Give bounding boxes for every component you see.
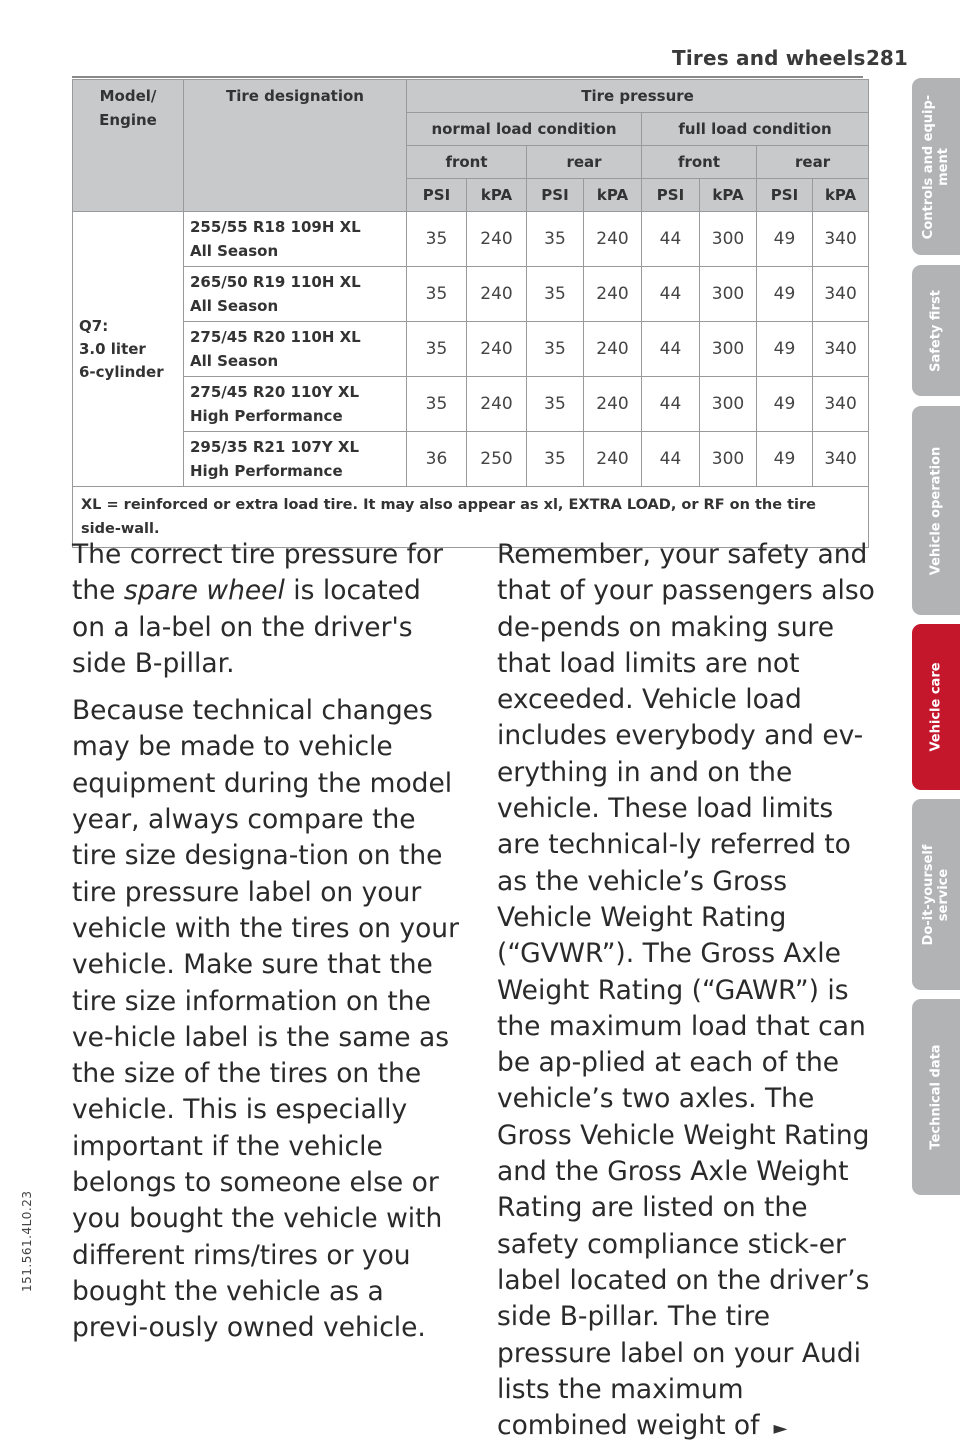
value-cell: 300 bbox=[700, 322, 757, 377]
page-number: 281 bbox=[866, 46, 908, 70]
tab-vehicle-operation[interactable]: Vehicle operation bbox=[912, 406, 960, 615]
value-cell: 240 bbox=[584, 267, 642, 322]
full-rear-header: rear bbox=[757, 146, 869, 179]
kpa-header: kPA bbox=[467, 179, 527, 212]
spare-wheel-emphasis: spare wheel bbox=[123, 575, 285, 607]
value-cell: 44 bbox=[642, 432, 700, 487]
tab-safety-first[interactable]: Safety first bbox=[912, 265, 960, 396]
technical-changes-paragraph: Because technical changes may be made to vehicle equipment during the model year, always compare the tire size designa-tion on the tire pressure label on your vehicle with the tires on your vehicle. Make sure that the tire size information on the ve-hicle label is the same as the size of the tires on the vehicle. This is especially important if the vehicle belongs to someone else or you bought the vehicle with different rims/tires or you bought the vehicle as a previ-ously owned vehicle. bbox=[72, 695, 459, 1344]
value-cell: 300 bbox=[700, 377, 757, 432]
continue-arrow-icon: ► bbox=[773, 1418, 788, 1440]
value-cell: 49 bbox=[757, 267, 813, 322]
table-row bbox=[73, 212, 869, 267]
value-cell: 240 bbox=[584, 377, 642, 432]
value-cell: 44 bbox=[642, 212, 700, 267]
designation-cell: 265/50 R19 110H XL All Season bbox=[184, 267, 407, 322]
tab-controls-and-equipment[interactable]: Controls and equip- ment bbox=[912, 78, 960, 255]
table-row bbox=[73, 322, 869, 377]
spare-wheel-paragraph: The correct tire pressure for the spare wheel is located on a la-bel on the driver's side B-pillar. bbox=[72, 539, 444, 679]
value-cell: 35 bbox=[407, 267, 467, 322]
value-cell: 340 bbox=[813, 432, 869, 487]
value-cell: 240 bbox=[584, 322, 642, 377]
value-cell: 36 bbox=[407, 432, 467, 487]
value-cell: 300 bbox=[700, 267, 757, 322]
kpa-header: kPA bbox=[584, 179, 642, 212]
designation-cell: 275/45 R20 110Y XL High Performance bbox=[184, 377, 407, 432]
value-cell: 35 bbox=[527, 377, 584, 432]
kpa-header: kPA bbox=[700, 179, 757, 212]
value-cell: 240 bbox=[467, 212, 527, 267]
psi-header: PSI bbox=[407, 179, 467, 212]
right-column bbox=[497, 537, 882, 1447]
model-engine-header: Model/ Engine bbox=[73, 80, 184, 212]
value-cell: 35 bbox=[407, 322, 467, 377]
document-code: 151.561.4L0.23 bbox=[20, 1190, 34, 1292]
value-cell: 44 bbox=[642, 322, 700, 377]
value-cell: 240 bbox=[584, 212, 642, 267]
value-cell: 35 bbox=[407, 377, 467, 432]
header-rule bbox=[72, 76, 863, 78]
tire-pressure-header: Tire pressure bbox=[407, 80, 869, 113]
full-front-header: front bbox=[642, 146, 757, 179]
value-cell: 240 bbox=[467, 267, 527, 322]
normal-front-header: front bbox=[407, 146, 527, 179]
section-title: Tires and wheels bbox=[672, 46, 866, 70]
psi-header: PSI bbox=[527, 179, 584, 212]
left-column bbox=[72, 537, 462, 1347]
tab-vehicle-care[interactable]: Vehicle care bbox=[912, 624, 960, 790]
model-cell: Q7: 3.0 liter 6-cylinder bbox=[73, 212, 184, 487]
designation-cell: 255/55 R18 109H XL All Season bbox=[184, 212, 407, 267]
value-cell: 250 bbox=[467, 432, 527, 487]
table-row bbox=[73, 377, 869, 432]
value-cell: 300 bbox=[700, 432, 757, 487]
value-cell: 340 bbox=[813, 322, 869, 377]
value-cell: 49 bbox=[757, 432, 813, 487]
xl-footnote: XL = reinforced or extra load tire. It may also appear as xl, EXTRA LOAD, or RF on the tire side-wall. bbox=[73, 487, 869, 548]
value-cell: 340 bbox=[813, 267, 869, 322]
value-cell: 44 bbox=[642, 377, 700, 432]
value-cell: 240 bbox=[467, 377, 527, 432]
value-cell: 340 bbox=[813, 212, 869, 267]
kpa-header: kPA bbox=[813, 179, 869, 212]
tire-pressure-table bbox=[72, 79, 869, 548]
value-cell: 49 bbox=[757, 322, 813, 377]
designation-cell: 275/45 R20 110H XL All Season bbox=[184, 322, 407, 377]
table-row bbox=[73, 432, 869, 487]
psi-header: PSI bbox=[757, 179, 813, 212]
value-cell: 35 bbox=[407, 212, 467, 267]
value-cell: 240 bbox=[467, 322, 527, 377]
value-cell: 35 bbox=[527, 267, 584, 322]
value-cell: 300 bbox=[700, 212, 757, 267]
tire-designation-header: Tire designation bbox=[184, 80, 407, 212]
full-load-header: full load condition bbox=[642, 113, 869, 146]
normal-rear-header: rear bbox=[527, 146, 642, 179]
value-cell: 340 bbox=[813, 377, 869, 432]
value-cell: 240 bbox=[584, 432, 642, 487]
designation-cell: 295/35 R21 107Y XL High Performance bbox=[184, 432, 407, 487]
load-limits-paragraph: Remember, your safety and that of your passengers also de-pends on making sure that load limits are not exceeded. Vehicle load includes everybody and ev-erything in and on the vehicle. These load limits are technical-ly referred to as the vehicle’s Gross Vehicle Weight Rating (“GVWR”). The Gross Axle Weight Rating (“GAWR”) is the maximum load that can be ap-plied at each of the vehicle’s two axles. The Gross Vehicle Weight Rating and the Gross Axle Weight Rating are listed on the safety compliance stick-er label located on the driver’s side B-pillar. The tire pressure label on your Audi lists the maximum combined weight of ► bbox=[497, 539, 875, 1442]
value-cell: 35 bbox=[527, 432, 584, 487]
value-cell: 35 bbox=[527, 212, 584, 267]
value-cell: 49 bbox=[757, 212, 813, 267]
psi-header: PSI bbox=[642, 179, 700, 212]
normal-load-header: normal load condition bbox=[407, 113, 642, 146]
table-row bbox=[73, 267, 869, 322]
value-cell: 44 bbox=[642, 267, 700, 322]
value-cell: 49 bbox=[757, 377, 813, 432]
tab-do-it-yourself-service[interactable]: Do-it-yourself service bbox=[912, 799, 960, 990]
value-cell: 35 bbox=[527, 322, 584, 377]
tab-technical-data[interactable]: Technical data bbox=[912, 999, 960, 1195]
